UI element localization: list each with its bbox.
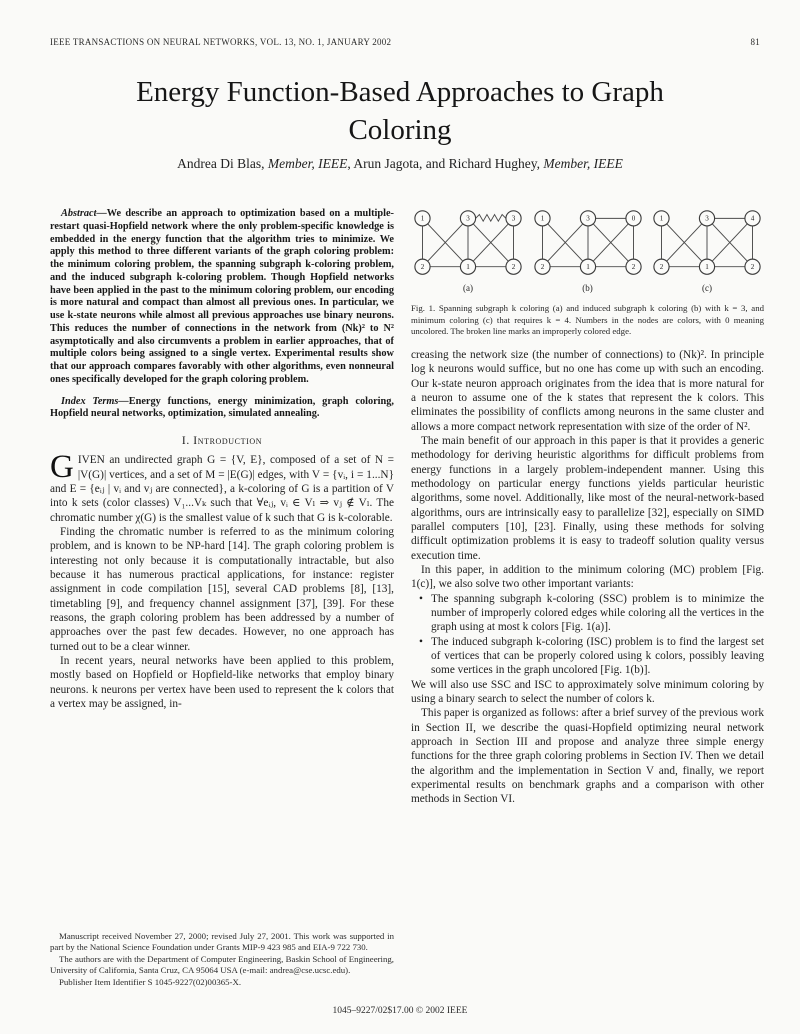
graph-a-node-label: 1 <box>466 263 470 272</box>
graph-b-node-label: 1 <box>540 214 544 223</box>
index-terms-label: Index Terms— <box>61 395 129 407</box>
graph-a <box>413 206 523 293</box>
graph-b-node-label: 3 <box>585 214 590 223</box>
author-1-affiliation: Member, IEEE <box>267 156 348 171</box>
title-line-2: Coloring <box>348 113 452 146</box>
graph-b-label: (b) <box>582 283 593 293</box>
figure-1-graphs <box>411 206 764 293</box>
abstract-label: Abstract— <box>61 208 107 219</box>
left-column <box>50 204 394 988</box>
bullet-isc <box>419 635 764 678</box>
paragraph-main-benefit: The main benefit of our approach in this paper is that it provides a generic methodology for deriving heuristic algorithms for difficult problems from energy functions in a largely problem-independent manner. Using this methodology on particular energy functions yields particular heuristic algorithms, some novel. Additionally, like most of the neural-network-based algorithms, ours are intrinsically easy to parallelize [32], especially on SIMD parallel computers [10], [23]. Finally, using these methods for solving difficult optimization problems it is easy to tradeoff solution quality versus execution time. <box>411 434 764 562</box>
bullet-ssc <box>419 592 764 635</box>
paragraph-binary-search: We will also use SSC and ISC to approximately solve minimum coloring by using a binary search to select the number of colors k. <box>411 678 764 706</box>
bullet-isc-text: The induced subgraph k-coloring (ISC) problem is to find the largest set of vertices that can be properly colored using k colors, possibly leaving some vertices in the graph uncolored [Fig. 1(b)]. <box>431 635 764 677</box>
graph-c-node-label: 4 <box>750 214 755 223</box>
authors-line <box>60 156 740 172</box>
bullet-icon: • <box>419 635 423 648</box>
graph-a-node-label: 3 <box>466 214 470 223</box>
paragraph-paper-organization: This paper is organized as follows: after a brief survey of the previous work in Section II, we describe the quasi-Hopfield optimizing neural network approach in Section III and propose and analyze three simple energy functions for the three graph coloring problems in Section IV. Then we detail the algorithm and the implementation in Section V and, finally, we report experimental results on benchmark graphs and a comparison with other methods in Section VI. <box>411 707 764 806</box>
footnote-manuscript: Manuscript received November 27, 2000; revised July 27, 2001. This work was supported in part by the National Science Foundation under Grants MIP-9 423 985 and EIA-9 722 730. <box>50 930 394 953</box>
graph-a-label: (a) <box>463 283 473 293</box>
two-column-body <box>50 204 764 988</box>
paragraph-variants-intro: In this paper, in addition to the minimum coloring (MC) problem [Fig. 1(c)], we also solve two other important variants: <box>411 563 764 591</box>
abstract-paragraph <box>50 208 394 387</box>
graph-c-node-label: 1 <box>659 214 664 223</box>
dropcap-g: G <box>50 449 74 486</box>
right-column <box>411 204 764 988</box>
graph-b-node-label: 2 <box>631 263 635 272</box>
index-terms-text: Energy functions, energy minimization, graph coloring, Hopfield neural networks, optimization, simulated annealing. <box>50 395 394 420</box>
running-head <box>50 37 760 47</box>
graph-b-node-label: 1 <box>585 263 590 272</box>
graph-b <box>533 206 643 293</box>
graph-c-drawing <box>652 206 762 280</box>
figure-1 <box>411 206 764 338</box>
bullet-icon: • <box>419 592 423 605</box>
graph-b-node-label: 2 <box>540 263 544 272</box>
graph-c-node-label: 2 <box>659 263 664 272</box>
section-heading-introduction: I. Introduction <box>181 435 263 448</box>
index-terms-paragraph <box>50 396 394 422</box>
paper-title <box>80 74 720 149</box>
graph-c-node-label: 1 <box>705 263 709 272</box>
title-line-1: Energy Function-Based Approaches to Graph <box>136 76 664 108</box>
journal-name: IEEE TRANSACTIONS ON NEURAL NETWORKS, VOL. 13, NO. 1, JANUARY 2002 <box>50 37 392 47</box>
graph-a-drawing <box>413 206 523 280</box>
graph-b-drawing <box>533 206 643 280</box>
footnote-authors-affiliation: The authors are with the Department of Computer Engineering, Baskin School of Engineering, University of California, Santa Cruz, CA 95064 USA (e-mail: andrea@cse.ucsc.edu). <box>50 953 394 976</box>
authors-middle: , Arun Jagota, and Richard Hughey, <box>347 156 544 171</box>
abstract-text: We describe an approach to optimization based on a multiple-restart quasi-Hopfield network where the only problem-specific knowledge is embedded in the energy function that the algorithm tries to minimize. We apply this method to three different variants of the graph coloring problem: the minimum coloring problem, the spanning subgraph k-coloring problem, and the induced subgraph k-coloring problem. Though Hopfield networks have been applied in the past to the minimum coloring problem, our encoding is more natural and compact than almost all previous ones. In particular, we use k-state neurons while almost all previous approaches use binary neurons. This reduces the number of connections in the network from (Nk)² to N² asymptotically and also circumvents a problem in earlier approaches, that of multiple colors being assigned to a single vertex. Experimental results show that our approach compares favorably with other algorithms, even nonneural ones specifically developed for the graph coloring problem. <box>50 208 394 385</box>
paragraph-network-size: creasing the network size (the number of connections) to (Nk)². In principle log k neurons would suffice, but no one has come up with such an encoding. Our k-state neuron approach originates from the idea that is more natural for a neuron to assume one of the k states that represent the k colors. This eliminates the possibility of conflicts among neurons in the same cluster and allows a more compact network representation with size of the order of N². <box>411 348 764 433</box>
copyright-line: 1045–9227/02$17.00 © 2002 IEEE <box>332 1006 468 1016</box>
footnote-publisher-id: Publisher Item Identifier S 1045-9227(02)00365-X. <box>59 976 242 987</box>
bullet-ssc-text: The spanning subgraph k-coloring (SSC) problem is to minimize the number of improperly colored edges while coloring all the vertices in the graph using at most k colors [Fig. 1(a)]. <box>431 592 764 634</box>
paragraph-recent-years: In recent years, neural networks have been applied to this problem, mostly based on Hopfield or Hopfield-like networks that employ binary neurons. k neurons per vertex have been used to represent the k colors that a vertex may be assigned, in- <box>50 655 394 711</box>
author-1: Andrea Di Blas, <box>177 156 268 171</box>
figure-1-caption: Fig. 1. Spanning subgraph k coloring (a) and induced subgraph k coloring (b) with k = 3, and minimum coloring (c) that requires k = 4. Numbers in the nodes are colors, with 0 meaning uncolored. The broken line marks an improperly colored edge. <box>411 303 764 337</box>
graph-a-node-label: 1 <box>420 214 425 223</box>
intro-paragraph <box>50 449 394 525</box>
paragraph-chromatic-number: Finding the chromatic number is referred to as the minimum coloring problem, and is known to be NP-hard [14]. The graph coloring problem is interesting not only because it is computationally intractable, but also because it has numerous practical applications, for instance: register assignment in code compilation [15], several CAD problems [8], [13], timetabling [9], and frequency channel assignment [37], [39]. For these reasons, the graph coloring problem has been addressed by a number of approaches over the past few decades. However, no one approach has turned out to be a clear winner. <box>50 525 394 653</box>
page-number: 81 <box>750 37 760 47</box>
graph-b-node-label: 0 <box>631 214 635 223</box>
graph-c-label: (c) <box>702 283 712 293</box>
graph-a-node-label: 2 <box>420 263 425 272</box>
graph-a-node-label: 3 <box>511 214 516 223</box>
author-3-affiliation: Member, IEEE <box>543 156 623 171</box>
footnote-block <box>50 931 394 988</box>
intro-text: IVEN an undirected graph G = {V, E}, composed of a set of N = |V(G)| vertices, and a set of M = |E(G)| edges, with V = {vᵢ, i = 1...N} and E = {eᵢⱼ | vᵢ and vⱼ are connected}, a k-coloring of G is a partition of V into k sets (color classes) V₁...Vₖ such that ∀eᵢⱼ, vᵢ ∈ Vₗ ⇒ vⱼ ∉ Vₗ. The chromatic number χ(G) is the smallest value of k such that G is k-colorable. <box>50 454 394 524</box>
improper-edge-zigzag <box>476 215 506 222</box>
graph-a-node-label: 2 <box>511 263 516 272</box>
graph-c <box>652 206 762 293</box>
graph-c-node-label: 3 <box>705 214 709 223</box>
graph-c-node-label: 2 <box>750 263 755 272</box>
